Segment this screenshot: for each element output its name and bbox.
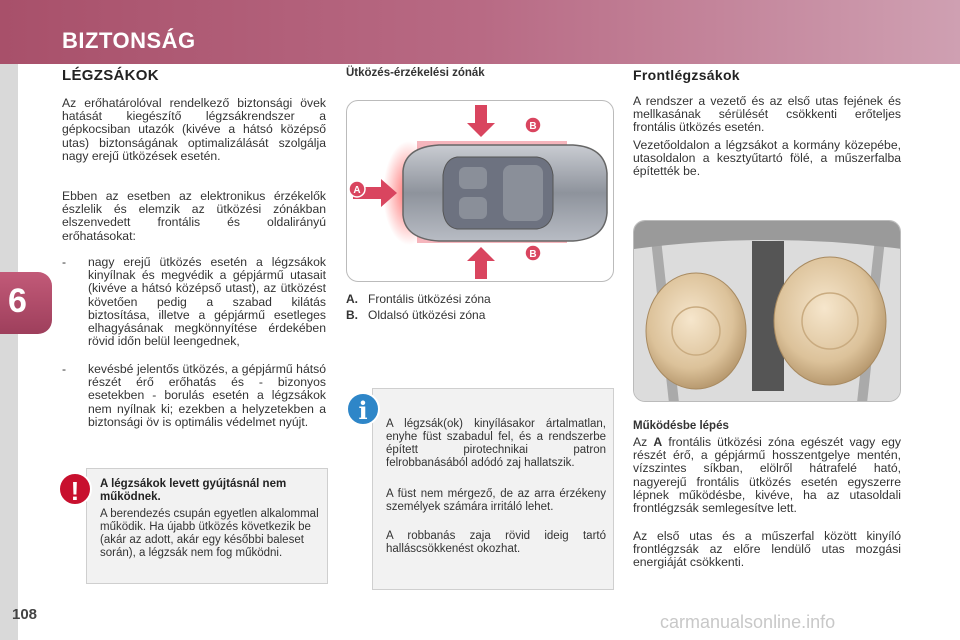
list-item [62,255,326,349]
airbag-image [633,220,901,402]
info-paragraph: A füst nem mérgező, de az arra érzékeny személyek számára irritáló lehet. [386,488,606,513]
text-rest: frontális ütközési zóna egészét vagy egy részét érő, a gépjármű hosszentgelye mentén, vízszintes síkban, elölről hátrafelé ható, nagyerejű frontális ütközés esetén egyszerre lépnek működésbe, kivéve, ha az utasoldali frontlégzsák semlegesítve lett. [633,435,901,516]
frontal-paragraph: Vezetőoldalon a légzsákot a kormány közepébe, utasoldalon a kesztyűtartó fölé, a műszerfalba építették be. [633,138,901,179]
legend-key: A. [346,292,358,306]
zone-label-a: A [353,185,361,196]
list-item-text: kevésbé jelentős ütközés, a gépjármű hátsó részét érő erőhatás és - bizonyos esetekben - borulás esetén a légzsákok nem nyílnak ki; ezekben a helyzetekben a biztonsági öv is optimális védelmet nyújt. [88,362,326,429]
header-band [0,0,960,64]
zone-label-b: B [529,249,537,260]
zone-key: A [653,435,663,449]
car-illustration [347,101,614,282]
passenger-airbag [774,257,886,385]
rear-seat [503,165,543,221]
sensor-paragraph: Ebben az esetben az elektronikus érzékelők észlelik és elemzik az ütközési zónákban elszenvedett frontális és oldalirányú erőhatásokat: [62,189,326,243]
legend-text: Oldalsó ütközési zóna [368,308,486,322]
zone-label-b: B [529,121,537,132]
activation-paragraph: Az első utas és a műszerfal között kinyíló frontlégzsák az előre lendülő utas mozgási energiáját csökkenti. [633,529,901,570]
activation-paragraph [633,436,901,515]
watermark: carmanualsonline.info [660,612,836,632]
text-prefix: Az [633,435,648,449]
seat [459,167,487,189]
list-dash: - [62,255,67,269]
airbag-illustration [634,221,901,402]
list-item-text: nagy erejű ütközés esetén a légzsákok kinyílnak és megvédik a gépjármű utasait (kivéve a hátsó középső utast), az ütközést követően pedig a szabad kilátás biztosítása, illetve a gépjármű esetleges elhagyásának megkönnyítése érdekében rövid időn belül leengednek, [88,255,326,349]
sidebar-strip [0,64,18,640]
list-dash: - [62,362,67,376]
driver-airbag [646,273,746,389]
warning-text: A berendezés csupán egyetlen alkalommal működik. Ha újabb ütközés következik be (akár az adott, akár egy későbbi baleset során), a légzsák nem fog működni. [100,508,319,559]
side-arrow-icon [467,105,495,137]
frontal-heading: Frontlégzsákok [633,67,740,83]
activation-heading: Működésbe lépés [633,420,729,432]
warning-title: A légzsákok levett gyújtásnál nem működnek. [100,478,287,503]
list-item [62,362,326,429]
zones-heading: Ütközés-érzékelési zónák [346,67,485,79]
info-paragraph: A robbanás zaja rövid ideig tartó halláscsökkenést okozhat. [386,530,606,555]
legend-item [346,292,491,306]
side-arrow-icon [467,247,495,279]
warning-icon: ! [58,472,92,506]
info-paragraph: A légzsák(ok) kinyílásakor ártalmatlan, enyhe füst szabadul fel, és a rendszerbe épített pirotechnikai patron felrobbanásából adódó zaj hallatszik. [386,418,606,469]
section-heading: LÉGZSÁKOK [62,67,159,84]
intro-paragraph: Az erőhatárolóval rendelkező biztonsági övek hatását kiegészítő légzsákrendszer a gépkocsiban utazók (kivéve a hátsó középső utas) biztonságának optimalizálását szolgálja nagy erejű ütközések esetén. [62,96,326,163]
info-icon: i [346,392,380,426]
legend-item [346,308,485,322]
seat [459,197,487,219]
page-title: BIZTONSÁG [62,28,196,53]
chapter-tab[interactable] [0,272,52,334]
frontal-paragraph: A rendszer a vezető és az első utas fejének és mellkasának sérülését csökkenti erőteljes frontális ütközés esetén. [633,94,901,135]
legend-text: Frontális ütközési zóna [368,292,491,306]
chapter-number: 6 [8,282,27,320]
legend-key: B. [346,308,358,322]
crash-zones-image [346,100,614,282]
page-number: 108 [12,606,38,623]
